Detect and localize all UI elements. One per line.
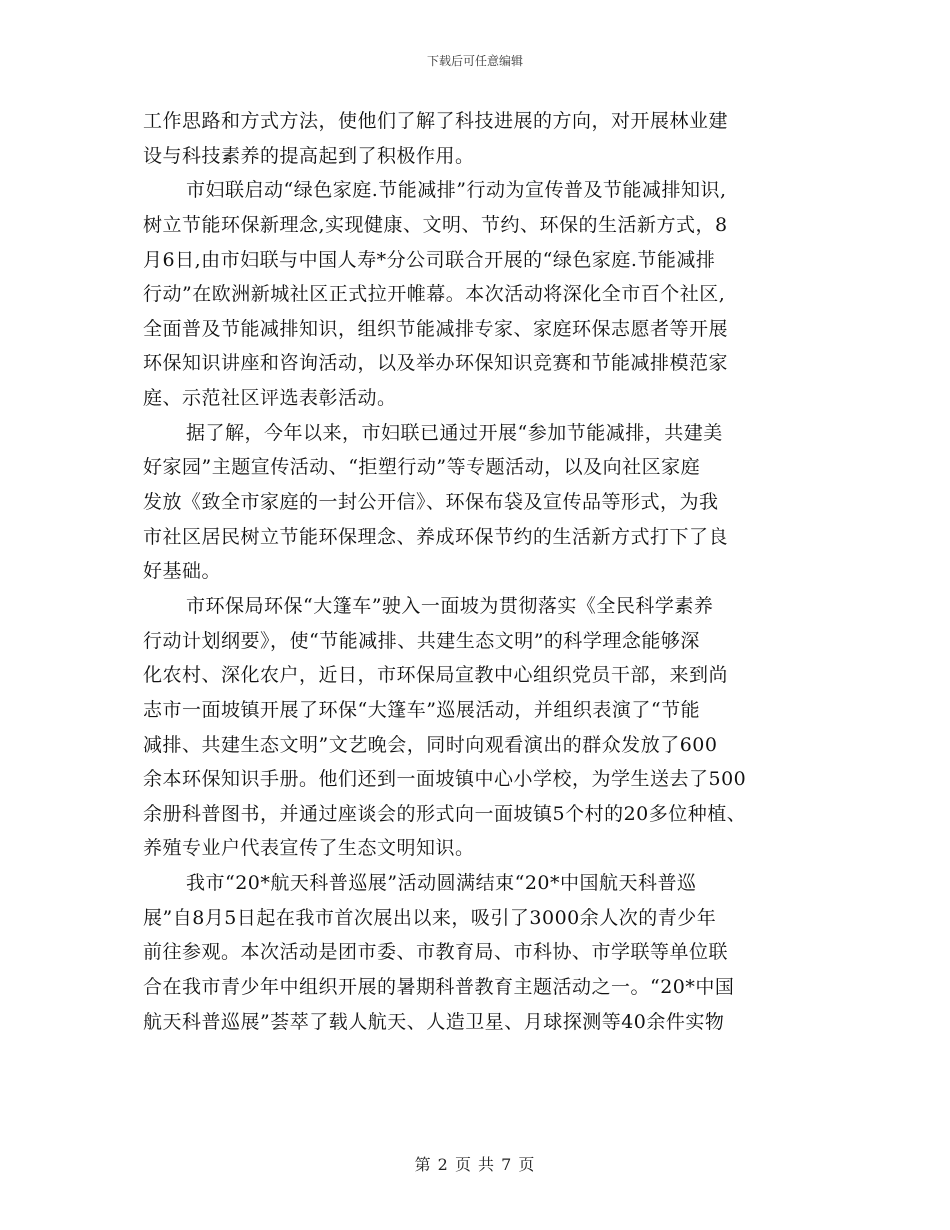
text-line: 合在我市青少年中组织开展的暑期科普教育主题活动之一。“20*中国 <box>143 976 735 999</box>
text-line: 工作思路和方式方法，使他们了解了科技进展的方向，对开展林业建 <box>143 110 729 132</box>
text-line: 减排、共建生态文明”文艺晚会，同时向观看演出的群众发放了600 <box>143 733 718 756</box>
page-number-footer: 第 2 页 共 7 页 <box>414 1155 536 1174</box>
text-line: 航天科普巡展”荟萃了载人航天、人造卫星、月球探测等40余件实物 <box>143 1010 725 1033</box>
text-line: 发放《致全市家庭的一封公开信》、环保布袋及宣传品等形式，为我 <box>143 491 719 514</box>
paragraph-start-line: 我市“20*航天科普巡展”活动圆满结束“20*中国航天科普巡 <box>186 872 697 895</box>
text-line: 余册科普图书，并通过座谈会的形式向一面坡镇5个村的20多位种植、 <box>143 802 747 825</box>
paragraph-start-line: 市妇联启动“绿色家庭.节能减排”行动为宣传普及节能减排知识, <box>186 179 727 202</box>
text-line: 养殖专业户代表宣传了生态文明知识。 <box>143 837 475 860</box>
text-line: 设与科技素养的提高起到了积极作用。 <box>143 144 475 167</box>
text-line: 展”自8月5日起在我市首次展出以来，吸引了3000余人次的青少年 <box>143 906 717 929</box>
text-line: 前往参观。本次活动是团市委、市教育局、市科协、市学联等单位联 <box>143 941 729 964</box>
text-line: 余本环保知识手册。他们还到一面坡镇中心小学校，为学生送去了500 <box>143 768 747 791</box>
text-line: 市社区居民树立节能环保理念、养成环保节约的生活新方式打下了良 <box>143 525 729 548</box>
text-line: 好基础。 <box>143 560 222 583</box>
page-header: 下载后可任意编辑 <box>426 54 523 68</box>
text-line: 环保知识讲座和咨询活动，以及举办环保知识竞赛和节能减排模范家 <box>143 352 729 375</box>
text-line: 庭、示范社区评选表彰活动。 <box>143 387 397 410</box>
text-line: 志市一面坡镇开展了环保“大篷车”巡展活动，并组织表演了“节能 <box>143 698 701 721</box>
text-line: 行动”在欧洲新城社区正式拉开帷幕。本次活动将深化全市百个社区, <box>143 283 726 306</box>
paragraph-start-line: 据了解，今年以来，市妇联已通过开展“参加节能减排，共建美 <box>186 421 723 444</box>
text-line: 月6日,由市妇联与中国人寿*分公司联合开展的“绿色家庭.节能减排 <box>143 248 716 271</box>
document-body <box>143 104 823 1039</box>
paragraph-start-line: 市环保局环保“大篷车”驶入一面坡为贯彻落实《全民科学素养 <box>186 594 714 617</box>
text-line: 行动计划纲要》，使“节能减排、共建生态文明”的科学理念能够深 <box>143 629 700 652</box>
text-line: 化农村、深化农户，近日，市环保局宣教中心组织党员干部，来到尚 <box>143 664 729 687</box>
text-line: 全面普及节能减排知识，组织节能减排专家、家庭环保志愿者等开展 <box>143 317 729 340</box>
text-line: 树立节能环保新理念,实现健康、文明、节约、环保的生活新方式，8 <box>143 213 728 236</box>
text-line: 好家园”主题宣传活动、“拒塑行动”等专题活动，以及向社区家庭 <box>143 456 701 479</box>
